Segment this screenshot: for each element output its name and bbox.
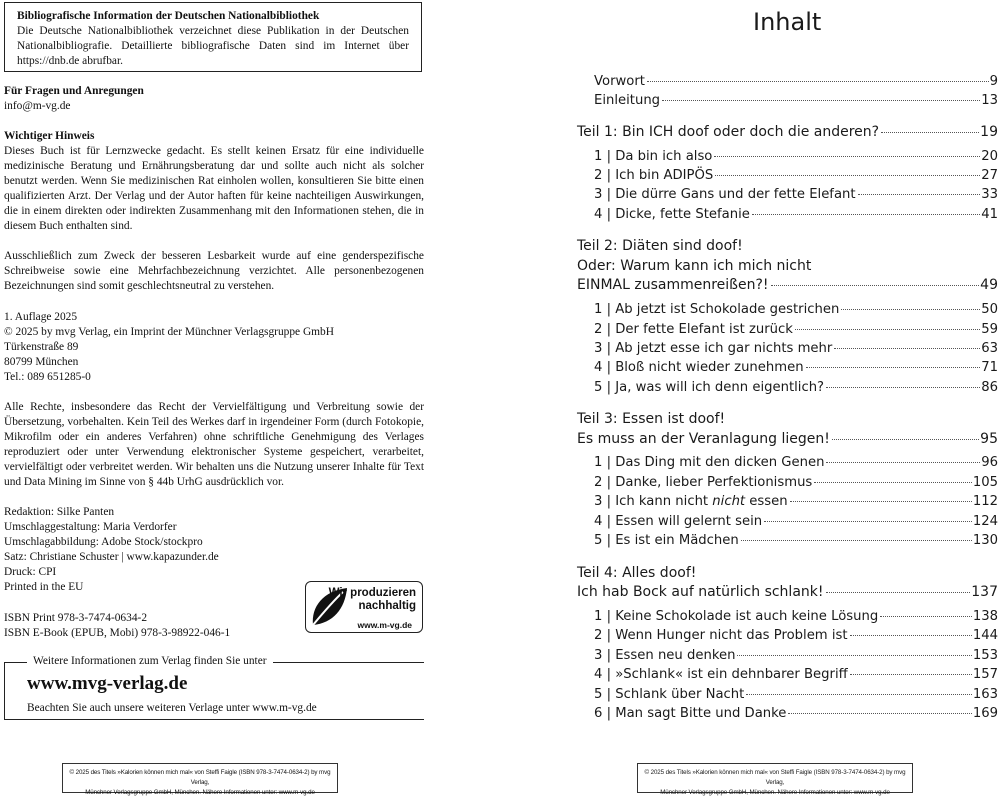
rights-text: Alle Rechte, insbesondere das Recht der Vervielfältigung und Verbreitung sowie der Übersetzung, vorbehalten. Kein Teil des Werkes darf in irgendeiner Form (durch Fotokopie, Mikrofilm oder ein anderes Verfahren) ohne schriftliche Genehmigung des Verlages reproduziert oder unter Verwendung elektronischer Systeme gespeichert, verarbeitet, vervielfältigt oder verbreitet werden. Wir behalten uns die Nutzung unserer Inhalte für Text und Data Mining im Sinne von § 44b UrhG ausdrücklich vor. xyxy=(4,401,424,488)
dot-leader xyxy=(834,348,980,349)
contact-email[interactable]: info@m-vg.de xyxy=(4,100,71,112)
dot-leader xyxy=(715,175,980,176)
logo-line1: Wir produzieren xyxy=(328,587,416,599)
toc-label: 4 | Dicke, fette Stefanie xyxy=(594,207,750,222)
toc-entry[interactable] xyxy=(594,667,998,682)
toc-page-number: 33 xyxy=(981,187,998,202)
toc-label: Einleitung xyxy=(594,93,661,108)
toc-part-heading[interactable] xyxy=(577,431,998,447)
toc-part-title: Oder: Warum kann ich mich nicht xyxy=(577,258,812,274)
dot-leader xyxy=(714,156,980,157)
dot-leader xyxy=(826,462,980,463)
toc-part-title: Teil 3: Essen ist doof! xyxy=(577,411,726,427)
footer-line2: Münchner Verlagsgruppe GmbH, München. Nähere Informationen unter: www.m-vg.de xyxy=(85,789,315,796)
toc-page-number: 124 xyxy=(972,514,998,529)
toc-page-number: 105 xyxy=(972,475,998,490)
toc-entry[interactable] xyxy=(594,648,998,663)
dot-leader xyxy=(746,694,972,695)
imprint-line: © 2025 by mvg Verlag, ein Imprint der Münchner Verlagsgruppe GmbH xyxy=(4,326,334,338)
toc-entry[interactable] xyxy=(594,360,998,375)
toc-part-title: Teil 1: Bin ICH doof oder doch die anderen? xyxy=(577,124,880,140)
toc-page-number: 71 xyxy=(981,360,998,375)
toc-label: 1 | Da bin ich also xyxy=(594,149,713,164)
toc-page-number: 157 xyxy=(972,667,998,682)
more-info-box xyxy=(4,655,424,720)
dot-leader xyxy=(880,616,972,617)
credit-line: Redaktion: Silke Panten xyxy=(4,506,115,518)
imprint-line: 80799 München xyxy=(4,356,79,368)
toc-entry[interactable] xyxy=(594,628,998,643)
toc-page-number: 86 xyxy=(981,380,998,395)
toc-entry[interactable] xyxy=(594,475,998,490)
toc-entry[interactable] xyxy=(594,455,998,470)
toc-label: 1 | Keine Schokolade ist auch keine Lösung xyxy=(594,609,879,624)
toc-page-number: 27 xyxy=(981,168,998,183)
more-info-sub: Beachten Sie auch unsere weiteren Verlage unter www.m-vg.de xyxy=(27,702,317,714)
dot-leader xyxy=(858,194,981,195)
credit-line: Druck: CPI xyxy=(4,566,57,578)
toc-page-number: 13 xyxy=(981,93,998,108)
dot-leader xyxy=(826,592,971,593)
dot-leader xyxy=(814,482,972,483)
logo-line2: nachhaltig xyxy=(358,600,416,612)
toc-part-heading[interactable] xyxy=(577,124,998,140)
dot-leader xyxy=(771,285,980,286)
footer-line2: Münchner Verlagsgruppe GmbH, München. Nähere Informationen unter: www.m-vg.de xyxy=(660,789,890,796)
toc-page-number: 112 xyxy=(972,494,998,509)
toc-part-title: EINMAL zusammenreißen?! xyxy=(577,277,769,293)
toc-label: 2 | Danke, lieber Perfektionismus xyxy=(594,475,813,490)
credit-line: Printed in the EU xyxy=(4,581,84,593)
toc-page-number: 153 xyxy=(972,648,998,663)
biblio-text: Die Deutsche Nationalbibliothek verzeichnet diese Publikation in der Deutschen Nationalbibliografie. Detaillierte bibliografische Daten sind im Internet über https://dnb.de abrufbar. xyxy=(17,25,409,67)
toc-label: 6 | Man sagt Bitte und Danke xyxy=(594,706,787,721)
publisher-url[interactable]: www.mvg-verlag.de xyxy=(27,673,188,694)
footer-line1: © 2025 des Titels »Kalorien können mich mal« von Steffi Faigle (ISBN 978-3-7474-0634-2) by mvg Verlag, xyxy=(644,769,906,786)
dot-leader xyxy=(764,521,972,522)
toc-entry[interactable] xyxy=(594,207,998,222)
questions-block xyxy=(4,84,424,114)
dot-leader xyxy=(741,540,972,541)
gender-note: Ausschließlich zum Zweck der besseren Lesbarkeit wurde auf eine genderspezifische Schreibweise sowie eine Mehrfachbezeichnung verzichtet. Alle personenbezogenen Bezeichnungen sind somit geschlechtsneutral zu verstehen. xyxy=(4,250,424,292)
toc-label: 4 | »Schlank« ist ein dehnbarer Begriff xyxy=(594,667,848,682)
toc-label-part: 3 | Ich kann nicht xyxy=(594,494,713,509)
toc-label-emphasis: nicht xyxy=(712,494,746,509)
toc-page-number: 9 xyxy=(989,74,998,89)
dot-leader xyxy=(832,439,979,440)
dot-leader xyxy=(826,387,980,388)
credit-line: Satz: Christiane Schuster | www.kapazunder.de xyxy=(4,551,219,563)
toc-part-heading[interactable] xyxy=(577,277,998,293)
footer-line1: © 2025 des Titels »Kalorien können mich mal« von Steffi Faigle (ISBN 978-3-7474-0634-2) by mvg Verlag, xyxy=(69,769,331,786)
toc-page-number: 41 xyxy=(981,207,998,222)
toc-entry[interactable] xyxy=(594,514,998,529)
toc-page-number: 96 xyxy=(981,455,998,470)
toc-entry[interactable] xyxy=(594,706,998,721)
dot-leader xyxy=(806,367,981,368)
toc-page-number: 144 xyxy=(972,628,998,643)
toc-page-number: 63 xyxy=(981,341,998,356)
toc-entry[interactable] xyxy=(594,609,998,624)
toc-entry[interactable] xyxy=(594,149,998,164)
toc-entry[interactable] xyxy=(594,93,998,108)
toc-entry[interactable] xyxy=(594,322,998,337)
toc-page-number: 19 xyxy=(980,124,998,140)
isbn-ebook: ISBN E-Book (EPUB, Mobi) 978-3-98922-046-1 xyxy=(4,627,231,639)
copyright-footer xyxy=(637,763,913,796)
toc-page-number: 20 xyxy=(981,149,998,164)
toc-part-heading[interactable] xyxy=(577,584,998,600)
toc-label: 5 | Schlank über Nacht xyxy=(594,687,745,702)
notice-text: Dieses Buch ist für Lernzwecke gedacht. Es stellt keinen Ersatz für eine individuelle medizinische Beratung und Ernährungsberatung dar und sollte auch nicht als solcher benutzt werden. Wenn Sie medizinischen Rat einholen wollen, konsultieren Sie bitte einen qualifizierten Arzt. Der Verlag und der Autor haften für keine nachteiligen Auswirkungen, die in einem direkten oder indirekten Zusammenhang mit den Informationen stehen, die in diesem Buch enthalten sind. xyxy=(4,145,424,232)
toc-page-number: 138 xyxy=(972,609,998,624)
toc-label: Vorwort xyxy=(594,74,645,89)
credit-line: Umschlaggestaltung: Maria Verdorfer xyxy=(4,521,177,533)
toc-entry[interactable] xyxy=(594,687,998,702)
toc-page-number: 95 xyxy=(980,431,998,447)
toc-label: 5 | Ja, was will ich denn eigentlich? xyxy=(594,380,825,395)
toc-entry[interactable] xyxy=(594,533,998,548)
dot-leader xyxy=(881,132,979,133)
toc-label: 4 | Essen will gelernt sein xyxy=(594,514,763,529)
toc-label-part: essen xyxy=(745,494,788,509)
toc-page-number: 50 xyxy=(981,302,998,317)
dot-leader xyxy=(850,674,972,675)
imprint-address xyxy=(4,310,424,385)
toc-label: 3 | Essen neu denken xyxy=(594,648,736,663)
biblio-box xyxy=(4,2,422,72)
toc-entry[interactable] xyxy=(594,187,998,202)
imprint-line: Türkenstraße 89 xyxy=(4,341,79,353)
toc-part-title: Es muss an der Veranlagung liegen! xyxy=(577,431,830,447)
dot-leader xyxy=(841,309,980,310)
toc-entry[interactable] xyxy=(594,168,998,183)
toc-label: 3 | Ab jetzt esse ich gar nichts mehr xyxy=(594,341,833,356)
toc-label: 2 | Ich bin ADIPÖS xyxy=(594,168,714,183)
imprint-line: Tel.: 089 651285-0 xyxy=(4,371,91,383)
sustainability-logo xyxy=(305,581,423,633)
credit-line: Umschlagabbildung: Adobe Stock/stockpro xyxy=(4,536,203,548)
dot-leader xyxy=(795,329,980,330)
dot-leader xyxy=(737,655,971,656)
toc-label xyxy=(594,494,788,509)
toc-page-number: 169 xyxy=(972,706,998,721)
biblio-heading: Bibliografische Information der Deutschen Nationalbibliothek xyxy=(17,10,320,22)
toc-page-number: 137 xyxy=(971,584,998,600)
isbn-print: ISBN Print 978-3-7474-0634-2 xyxy=(4,612,148,624)
toc-label: 4 | Bloß nicht wieder zunehmen xyxy=(594,360,804,375)
dot-leader xyxy=(790,501,972,502)
notice-heading: Wichtiger Hinweis xyxy=(4,130,95,142)
notice-block xyxy=(4,129,424,234)
toc-label: 3 | Die dürre Gans und der fette Elefant xyxy=(594,187,856,202)
toc-page-number: 130 xyxy=(972,533,998,548)
toc-entry[interactable] xyxy=(594,74,998,89)
toc-page xyxy=(500,0,1000,800)
toc-page-number: 49 xyxy=(980,277,998,293)
toc-part-title: Ich hab Bock auf natürlich schlank! xyxy=(577,584,824,600)
toc-title: Inhalt xyxy=(753,8,822,36)
dot-leader xyxy=(752,214,980,215)
dot-leader xyxy=(788,713,971,714)
toc-entry[interactable] xyxy=(594,494,998,509)
toc-entry[interactable] xyxy=(594,302,998,317)
dot-leader xyxy=(647,81,989,82)
toc-entry[interactable] xyxy=(594,341,998,356)
toc-label: 2 | Wenn Hunger nicht das Problem ist xyxy=(594,628,848,643)
toc-page-number: 59 xyxy=(981,322,998,337)
imprint-line: 1. Auflage 2025 xyxy=(4,311,78,323)
toc-label: 2 | Der fette Elefant ist zurück xyxy=(594,322,793,337)
more-info-heading: Weitere Informationen zum Verlag finden Sie unter xyxy=(27,654,273,669)
toc-label: 1 | Ab jetzt ist Schokolade gestrichen xyxy=(594,302,840,317)
logo-url: www.m-vg.de xyxy=(357,620,412,630)
toc-page-number: 163 xyxy=(972,687,998,702)
toc-part-title: Teil 2: Diäten sind doof! xyxy=(577,238,743,254)
questions-heading: Für Fragen und Anregungen xyxy=(4,85,144,97)
toc-label: 1 | Das Ding mit den dicken Genen xyxy=(594,455,825,470)
copyright-footer xyxy=(62,763,338,796)
toc-entry[interactable] xyxy=(594,380,998,395)
toc-part-title: Teil 4: Alles doof! xyxy=(577,565,697,581)
dot-leader xyxy=(662,100,980,101)
dot-leader xyxy=(850,635,972,636)
toc-label: 5 | Es ist ein Mädchen xyxy=(594,533,739,548)
